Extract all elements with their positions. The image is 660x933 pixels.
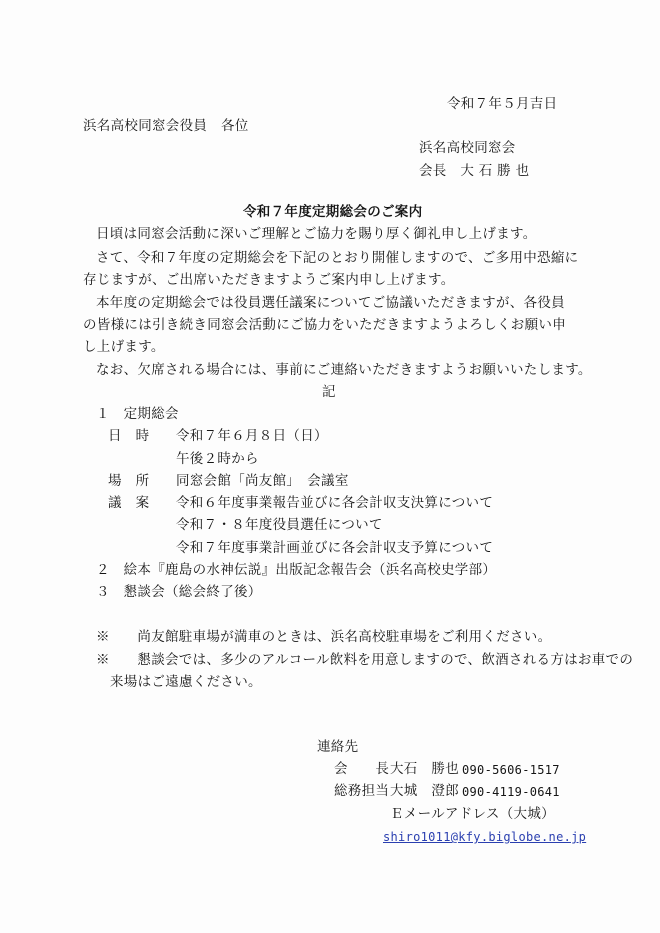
place-label: 場 所 — [108, 473, 150, 489]
contact-heading: 連絡先 — [317, 739, 359, 755]
body-paragraph-3-line-2: の皆様には引き続き同窓会活動にご協力をいただきますようよろしくお願い申 — [83, 317, 566, 333]
sender-name: 会長 大 石 勝 也 — [419, 163, 530, 179]
contact-row-2-role: 総務担当 — [334, 783, 390, 799]
agenda-item-3: ３ 懇談会（総会終了後） — [96, 584, 262, 600]
email-link[interactable]: shiro1011@kfy.biglobe.ne.jp — [383, 830, 587, 844]
contact-row-2-phone: 090-4119-0641 — [462, 785, 560, 799]
note-2-line-2: 来場はご遠慮ください。 — [110, 674, 262, 690]
body-paragraph-4: なお、欠席される場合には、事前にご連絡いただきますようお願いいたします。 — [96, 362, 592, 378]
issue-date: 令和７年５月吉日 — [447, 96, 558, 112]
proposal-1: 令和６年度事業報告並びに各会計収支決算について — [176, 495, 494, 511]
proposals-label: 議 案 — [108, 495, 150, 511]
email-label: Ｅメールアドレス（大城） — [390, 806, 555, 822]
document-title: 令和７年度定期総会のご案内 — [243, 204, 423, 220]
agenda-item-2: ２ 絵本『鹿島の水神伝説』出版記念報告会（浜名高校史学部） — [96, 562, 497, 578]
recipient: 浜名高校同窓会役員 各位 — [83, 118, 249, 134]
contact-row-2-name: 大城 澄郎 — [390, 783, 459, 799]
sender-organization: 浜名高校同窓会 — [419, 140, 516, 156]
time-value: 午後２時から — [176, 451, 259, 467]
body-paragraph-2-line-1: さて、令和７年度の定期総会を下記のとおり開催しますので、ご多用中恐縮に — [96, 250, 579, 266]
body-paragraph-2-line-2: 存じますが、ご出席いただきますようご案内申し上げます。 — [83, 272, 455, 288]
agenda-item-1: １ 定期総会 — [96, 406, 179, 422]
place-value: 同窓会館「尚友館」 会議室 — [176, 473, 349, 489]
note-2-line-1: ※ 懇談会では、多少のアルコール飲料を用意しますので、飲酒される方はお車での — [96, 652, 634, 668]
note-1: ※ 尚友館駐車場が満車のときは、浜名高校駐車場をご利用ください。 — [96, 629, 552, 645]
proposal-3: 令和７年度事業計画並びに各会計収支予算について — [176, 540, 494, 556]
date-value: 令和７年６月８日（日） — [176, 428, 328, 444]
date-label: 日 時 — [108, 428, 150, 444]
proposal-2: 令和７・８年度役員選任について — [176, 517, 383, 533]
contact-row-1-role: 会 長 — [334, 761, 390, 777]
body-paragraph-3-line-3: し上げます。 — [83, 339, 165, 355]
body-paragraph-1: 日頃は同窓会活動に深いご理解とご協力を賜り厚く御礼申し上げます。 — [96, 226, 537, 242]
contact-row-1-name: 大石 勝也 — [390, 761, 459, 777]
body-paragraph-3-line-1: 本年度の定期総会では役員選任議案についてご協議いただきますが、各役員 — [96, 295, 565, 311]
contact-row-1-phone: 090-5606-1517 — [462, 763, 560, 777]
ki-heading: 記 — [322, 384, 336, 400]
